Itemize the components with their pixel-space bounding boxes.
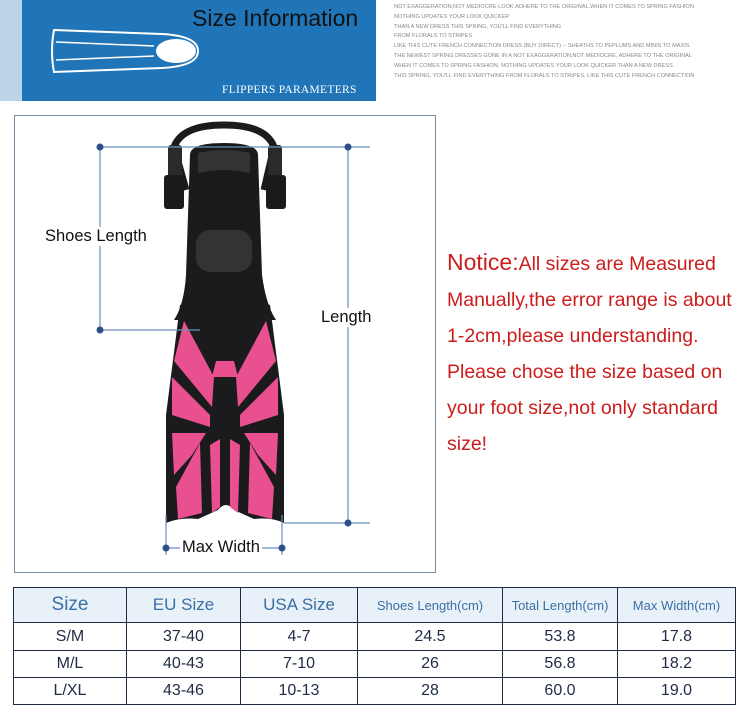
table-cell: 4-7 (241, 623, 358, 651)
table-row (14, 623, 736, 651)
table-cell: 43-46 (127, 678, 241, 705)
table-cell: 19.0 (618, 678, 736, 705)
notice-line: size! (447, 433, 488, 455)
table-cell: 56.8 (503, 651, 618, 678)
table-cell: 60.0 (503, 678, 618, 705)
table-cell: 28 (358, 678, 503, 705)
size-table (13, 587, 736, 705)
header-total-length: Total Length(cm) (503, 588, 618, 623)
fine-print-line: FROM FLORALS TO STRIPES (394, 33, 473, 40)
length-label: Length (321, 308, 372, 326)
header-size: Size (14, 588, 127, 623)
notice-line: Manually,the error range is about (447, 289, 732, 311)
table-row (14, 678, 736, 705)
fine-print-line: THE NEWEST SPRING DRESSES GONE IN A NOT EXAGGERATION,NOT MEDIOCRE, ADHERE TO THE ORIGINAL (394, 52, 692, 59)
notice-line: All sizes are Measured (518, 253, 716, 275)
table-cell: 18.2 (618, 651, 736, 678)
table-cell: 26 (358, 651, 503, 678)
fine-print-line: LIKE THIS CUTE FRENCH CONNECTION DRESS (BUY DIRECT) -- SHEATHS TO PEPLUMS AND MINIS TO MAXIS (394, 43, 690, 50)
flipper-diagram (14, 115, 436, 573)
header-usa-size: USA Size (241, 588, 358, 623)
table-cell: M/L (14, 651, 127, 678)
table-cell: 40-43 (127, 651, 241, 678)
notice-heading: Notice: (447, 249, 519, 275)
table-header-row (14, 588, 736, 623)
banner-title: Size Information (192, 5, 359, 31)
fine-print-line: WHEN IT COMES TO SPRING FASHION, NOTHING UPDATES YOUR LOOK QUICKER THAN A NEW DRESS (394, 62, 673, 69)
fine-print-line: NOT EXAGGERATION,NOT MEDIOCRE LOOK,ADHERE TO THE ORIGINAL,WHEN IT COMES TO SPRING FASHION (394, 4, 694, 10)
notice-line: 1-2cm,please understanding. (447, 325, 699, 347)
banner-accent-strip (0, 0, 22, 101)
fine-print-line: THIS SPRING, YOU'LL FIND EVERYTHING FROM FLORALS TO STRIPES, LIKE THIS CUTE FRENCH CONNECTION (394, 72, 695, 79)
notice-line: your foot size,not only standard (447, 397, 718, 419)
header-max-width: Max Width(cm) (618, 588, 736, 623)
table-cell: 10-13 (241, 678, 358, 705)
banner-subtitle: FLIPPERS PARAMETERS (222, 84, 357, 96)
table-cell: L/XL (14, 678, 127, 705)
shoes-length-label: Shoes Length (45, 227, 147, 245)
table-cell: 53.8 (503, 623, 618, 651)
notice-text (447, 244, 747, 462)
header-eu-size: EU Size (127, 588, 241, 623)
notice-line: Please chose the size based on (447, 361, 723, 383)
fine-print-block (394, 3, 739, 81)
table-cell: 24.5 (358, 623, 503, 651)
max-width-label: Max Width (182, 538, 260, 556)
fine-print-line: THAN A NEW DRESS THIS SPRING, YOU'LL FIND EVERYTHING (394, 23, 562, 30)
table-row (14, 651, 736, 678)
fin-outline-icon (50, 20, 200, 82)
table-cell: 37-40 (127, 623, 241, 651)
table-cell: 17.8 (618, 623, 736, 651)
header-shoes-length: Shoes Length(cm) (358, 588, 503, 623)
fine-print-line: NOTHING UPDATES YOUR LOOK QUICKER (394, 13, 510, 20)
table-cell: 7-10 (241, 651, 358, 678)
table-cell: S/M (14, 623, 127, 651)
